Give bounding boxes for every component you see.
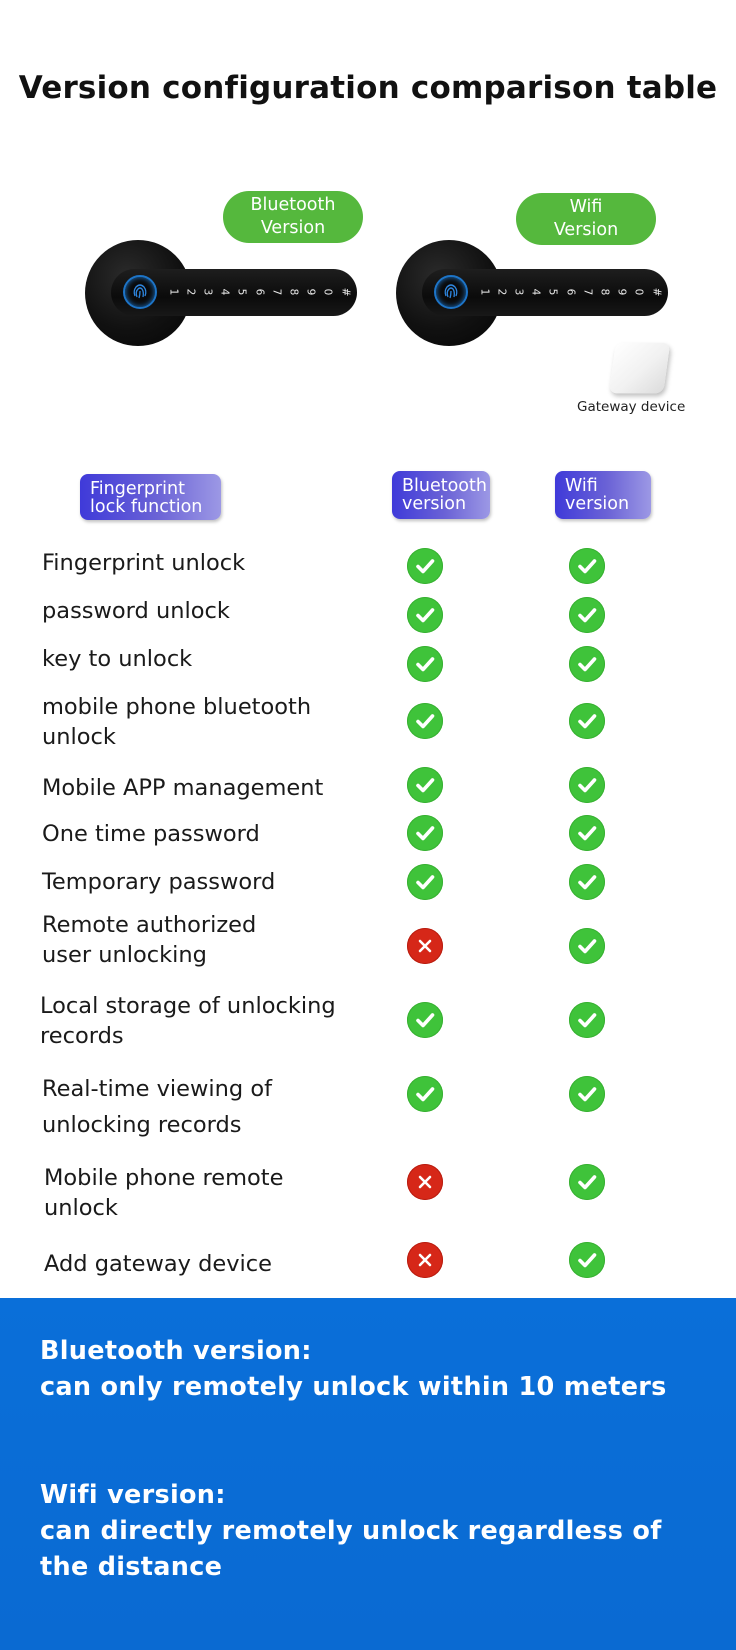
check-icon	[576, 1171, 598, 1193]
keypad-digit: 0	[321, 288, 334, 296]
feature-label-line: Fingerprint unlock	[42, 550, 246, 576]
keypad-digit: 6	[563, 288, 576, 296]
feature-label-line: One time password	[42, 821, 260, 847]
keypad-digit: 2	[495, 288, 508, 296]
wifi-note	[40, 1477, 662, 1585]
check-icon	[576, 653, 598, 675]
feature-label	[44, 1249, 272, 1279]
check-icon	[414, 774, 436, 796]
bluetooth-mark	[407, 928, 443, 964]
bluetooth-mark	[407, 1002, 443, 1038]
wifi-mark	[569, 548, 605, 584]
wifi-lock-image	[396, 240, 676, 346]
wifi-note-heading: Wifi version:	[40, 1480, 226, 1510]
wifi-column-header-line2: version	[565, 494, 630, 514]
keypad-digit: 7	[581, 288, 593, 296]
wifi-mark	[569, 1164, 605, 1200]
feature-column-header	[80, 474, 221, 520]
feature-label-line: password unlock	[42, 598, 230, 624]
bluetooth-mark	[407, 767, 443, 803]
bluetooth-mark	[407, 1242, 443, 1278]
wifi-mark	[569, 703, 605, 739]
cross-icon	[417, 1174, 433, 1190]
bluetooth-mark	[407, 864, 443, 900]
wifi-mark	[569, 1242, 605, 1278]
check-icon	[576, 710, 598, 732]
wifi-mark	[569, 597, 605, 633]
bluetooth-note-text: can only remotely unlock within 10 meters	[40, 1372, 667, 1402]
feature-label	[42, 644, 192, 674]
check-icon	[414, 871, 436, 893]
bluetooth-column-header-line2: version	[402, 494, 467, 514]
keypad-digit: #	[339, 287, 352, 297]
feature-label-line: user unlocking	[42, 942, 207, 968]
check-icon	[576, 935, 598, 957]
wifi-note-text: can directly remotely unlock regardless of	[40, 1516, 662, 1546]
feature-label	[42, 867, 275, 897]
keypad-digit: 4	[529, 288, 542, 296]
bluetooth-version-pill	[223, 191, 363, 243]
check-icon	[414, 604, 436, 626]
keypad-digit: 5	[546, 288, 559, 296]
feature-label	[44, 1163, 283, 1223]
cross-icon	[417, 938, 433, 954]
feature-label	[42, 910, 256, 970]
wifi-note-text: the distance	[40, 1552, 223, 1582]
page-title: Version configuration comparison table	[18, 70, 718, 106]
feature-label	[42, 1071, 272, 1143]
check-icon	[414, 710, 436, 732]
feature-label	[42, 692, 311, 752]
check-icon	[576, 604, 598, 626]
wifi-version-pill	[516, 193, 656, 245]
feature-label-line: records	[40, 1023, 124, 1049]
check-icon	[576, 774, 598, 796]
check-icon	[414, 822, 436, 844]
check-icon	[576, 1009, 598, 1031]
wifi-mark	[569, 646, 605, 682]
keypad-digit: 3	[201, 288, 214, 296]
check-icon	[576, 1249, 598, 1271]
keypad-digit: 2	[184, 288, 197, 296]
feature-label-line: Mobile APP management	[42, 775, 324, 801]
keypad-digit: 9	[615, 288, 628, 296]
bluetooth-mark	[407, 548, 443, 584]
keypad-digit: 7	[270, 288, 282, 296]
check-icon	[576, 822, 598, 844]
wifi-version-pill-line1: Wifi	[569, 197, 603, 217]
wifi-column-header-line1: Wifi	[565, 476, 598, 496]
fingerprint-sensor-icon	[434, 275, 468, 309]
feature-label-line: Temporary password	[42, 869, 276, 895]
keypad-digit: #	[650, 287, 663, 297]
keypad-digit: 6	[252, 288, 265, 296]
bluetooth-version-pill-line1: Bluetooth	[250, 195, 336, 215]
gateway-device-label: Gateway device	[577, 399, 686, 415]
feature-label-line: Local storage of unlocking	[40, 993, 336, 1019]
wifi-mark	[569, 864, 605, 900]
bluetooth-version-pill-line2: Version	[260, 218, 326, 238]
check-icon	[414, 555, 436, 577]
feature-label-line: Add gateway device	[44, 1251, 273, 1277]
feature-label-line: key to unlock	[42, 646, 193, 672]
gateway-device-image	[609, 343, 670, 393]
feature-label	[42, 819, 260, 849]
wifi-mark	[569, 1076, 605, 1112]
bluetooth-column-header-line1: Bluetooth	[402, 476, 487, 496]
check-icon	[414, 1009, 436, 1031]
bluetooth-mark	[407, 1076, 443, 1112]
wifi-mark	[569, 767, 605, 803]
keypad-digits	[167, 282, 352, 302]
wifi-mark	[569, 928, 605, 964]
keypad-digit: 9	[304, 288, 317, 296]
check-icon	[576, 1083, 598, 1105]
bluetooth-mark	[407, 1164, 443, 1200]
fingerprint-sensor-icon	[123, 275, 157, 309]
wifi-column-header	[555, 471, 651, 519]
wifi-mark	[569, 815, 605, 851]
feature-label-line: Real-time viewing of	[42, 1076, 273, 1102]
feature-label	[42, 548, 245, 578]
bluetooth-mark	[407, 703, 443, 739]
check-icon	[576, 555, 598, 577]
cross-icon	[417, 1252, 433, 1268]
keypad-digit: 3	[512, 288, 525, 296]
wifi-version-pill-line2: Version	[553, 220, 619, 240]
keypad-digit: 4	[218, 288, 231, 296]
bluetooth-column-header	[392, 471, 490, 519]
check-icon	[414, 1083, 436, 1105]
bluetooth-mark	[407, 815, 443, 851]
feature-label	[42, 773, 323, 803]
keypad-digit: 1	[478, 288, 491, 296]
check-icon	[576, 871, 598, 893]
bluetooth-mark	[407, 597, 443, 633]
feature-label-line: unlocking records	[42, 1112, 242, 1138]
bluetooth-mark	[407, 646, 443, 682]
keypad-digit: 0	[632, 288, 645, 296]
feature-label	[40, 991, 336, 1051]
keypad-digit: 1	[167, 288, 180, 296]
check-icon	[414, 653, 436, 675]
feature-column-header-line2: lock function	[90, 497, 203, 517]
keypad-digit: 8	[598, 288, 611, 296]
wifi-mark	[569, 1002, 605, 1038]
feature-label-line: Mobile phone remote	[44, 1165, 284, 1191]
feature-label-line: mobile phone bluetooth	[42, 694, 312, 720]
feature-label	[42, 596, 230, 626]
keypad-digits	[478, 282, 663, 302]
bluetooth-note	[40, 1333, 667, 1405]
feature-label-line: unlock	[44, 1195, 118, 1221]
feature-column-header-line1: Fingerprint	[90, 479, 185, 499]
keypad-digit: 5	[235, 288, 248, 296]
feature-label-line: unlock	[42, 724, 116, 750]
bluetooth-note-heading: Bluetooth version:	[40, 1336, 312, 1366]
bluetooth-lock-image	[85, 240, 365, 346]
feature-label-line: Remote authorized	[42, 912, 257, 938]
keypad-digit: 8	[287, 288, 300, 296]
